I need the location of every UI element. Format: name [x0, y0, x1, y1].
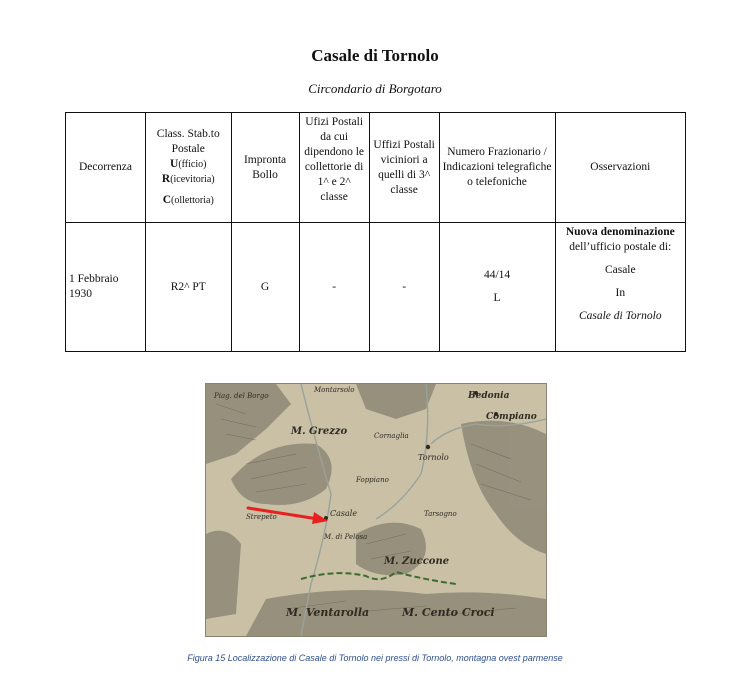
label-borgo: Piag. del Borgo [214, 392, 269, 400]
label-bedonia: Bedonia [468, 391, 510, 401]
header-class-collettoria: C(ollettoria) [162, 194, 214, 206]
indicazione-value: L [493, 292, 501, 304]
historical-map [205, 383, 547, 637]
label-casale: Casale [330, 509, 358, 518]
label-zuccone: M. Zuccone [384, 556, 450, 567]
label-cento-croci: M. Cento Croci [402, 606, 495, 619]
oss-in: In [615, 287, 626, 299]
label-grezzo: M. Grezzo [291, 426, 348, 437]
page-title: Casale di Tornolo [311, 46, 439, 65]
cell-impronta: G [231, 223, 299, 352]
label-foppiano: Foppiano [356, 476, 389, 484]
cell-osservazioni [555, 223, 685, 352]
header-decorrenza: Decorrenza [66, 113, 146, 223]
header-class-line1: Class. Stab.to [156, 128, 220, 140]
table-header-row [66, 113, 686, 223]
postal-register-table [65, 112, 686, 352]
oss-nuova-denominazione: Nuova denominazione [565, 226, 675, 238]
header-class-ufficio: U(fficio) [170, 158, 207, 170]
oss-dell-ufficio: dell’ufficio postale di: [569, 241, 672, 253]
page-subtitle: Circondario di Borgotaro [308, 81, 442, 96]
cell-uffizi-collettorie: - [299, 223, 369, 352]
label-cornaglia: Cornaglia [374, 432, 409, 440]
oss-old-name: Casale [604, 264, 636, 276]
header-class-ricevitoria: R(icevitoria) [161, 173, 215, 185]
header-class-line2: Postale [171, 143, 205, 155]
oss-new-name: Casale di Tornolo [578, 310, 662, 322]
cell-uffizi-vicini: - [369, 223, 439, 352]
map-drawing [206, 384, 546, 636]
label-ventarola: M. Ventarolla [286, 606, 370, 619]
label-pelosa: M. di Pelosa [324, 533, 368, 541]
label-tarsogno: Tarsogno [424, 510, 457, 518]
header-numero-frazionario: Numero Frazionario / Indicazioni telegrafiche o telefoniche [439, 113, 555, 223]
table-row [66, 223, 686, 352]
header-osservazioni: Osservazioni [555, 113, 685, 223]
label-strepeto: Strepeto [246, 513, 277, 521]
cell-classificazione: R2^ PT [145, 223, 231, 352]
header-impronta: Impronta Bollo [231, 113, 299, 223]
header-classificazione [145, 113, 231, 223]
label-compiano: Compiano [486, 412, 537, 422]
hill-sw [206, 531, 241, 619]
numero-frazionario-value: 44/14 [483, 269, 511, 281]
label-montarsolo: Montarsolo [314, 386, 355, 394]
header-uffizi-vicini: Uffizi Postali viciniori a quelli di 3^ classe [369, 113, 439, 223]
cell-decorrenza: 1 Febbraio 1930 [66, 223, 146, 352]
figure-caption: Figura 15 Localizzazione di Casale di Tornolo nei pressi di Tornolo, montagna ovest parmense [187, 653, 563, 663]
cell-numero-frazionario [439, 223, 555, 352]
label-tornolo: Tornolo [418, 453, 449, 462]
hill-zuccone [356, 523, 426, 576]
tornolo-marker [426, 445, 430, 449]
header-uffizi-collettorie: Ufizi Postali da cui dipendono le collettorie di 1^ e 2^ classe [299, 113, 369, 223]
